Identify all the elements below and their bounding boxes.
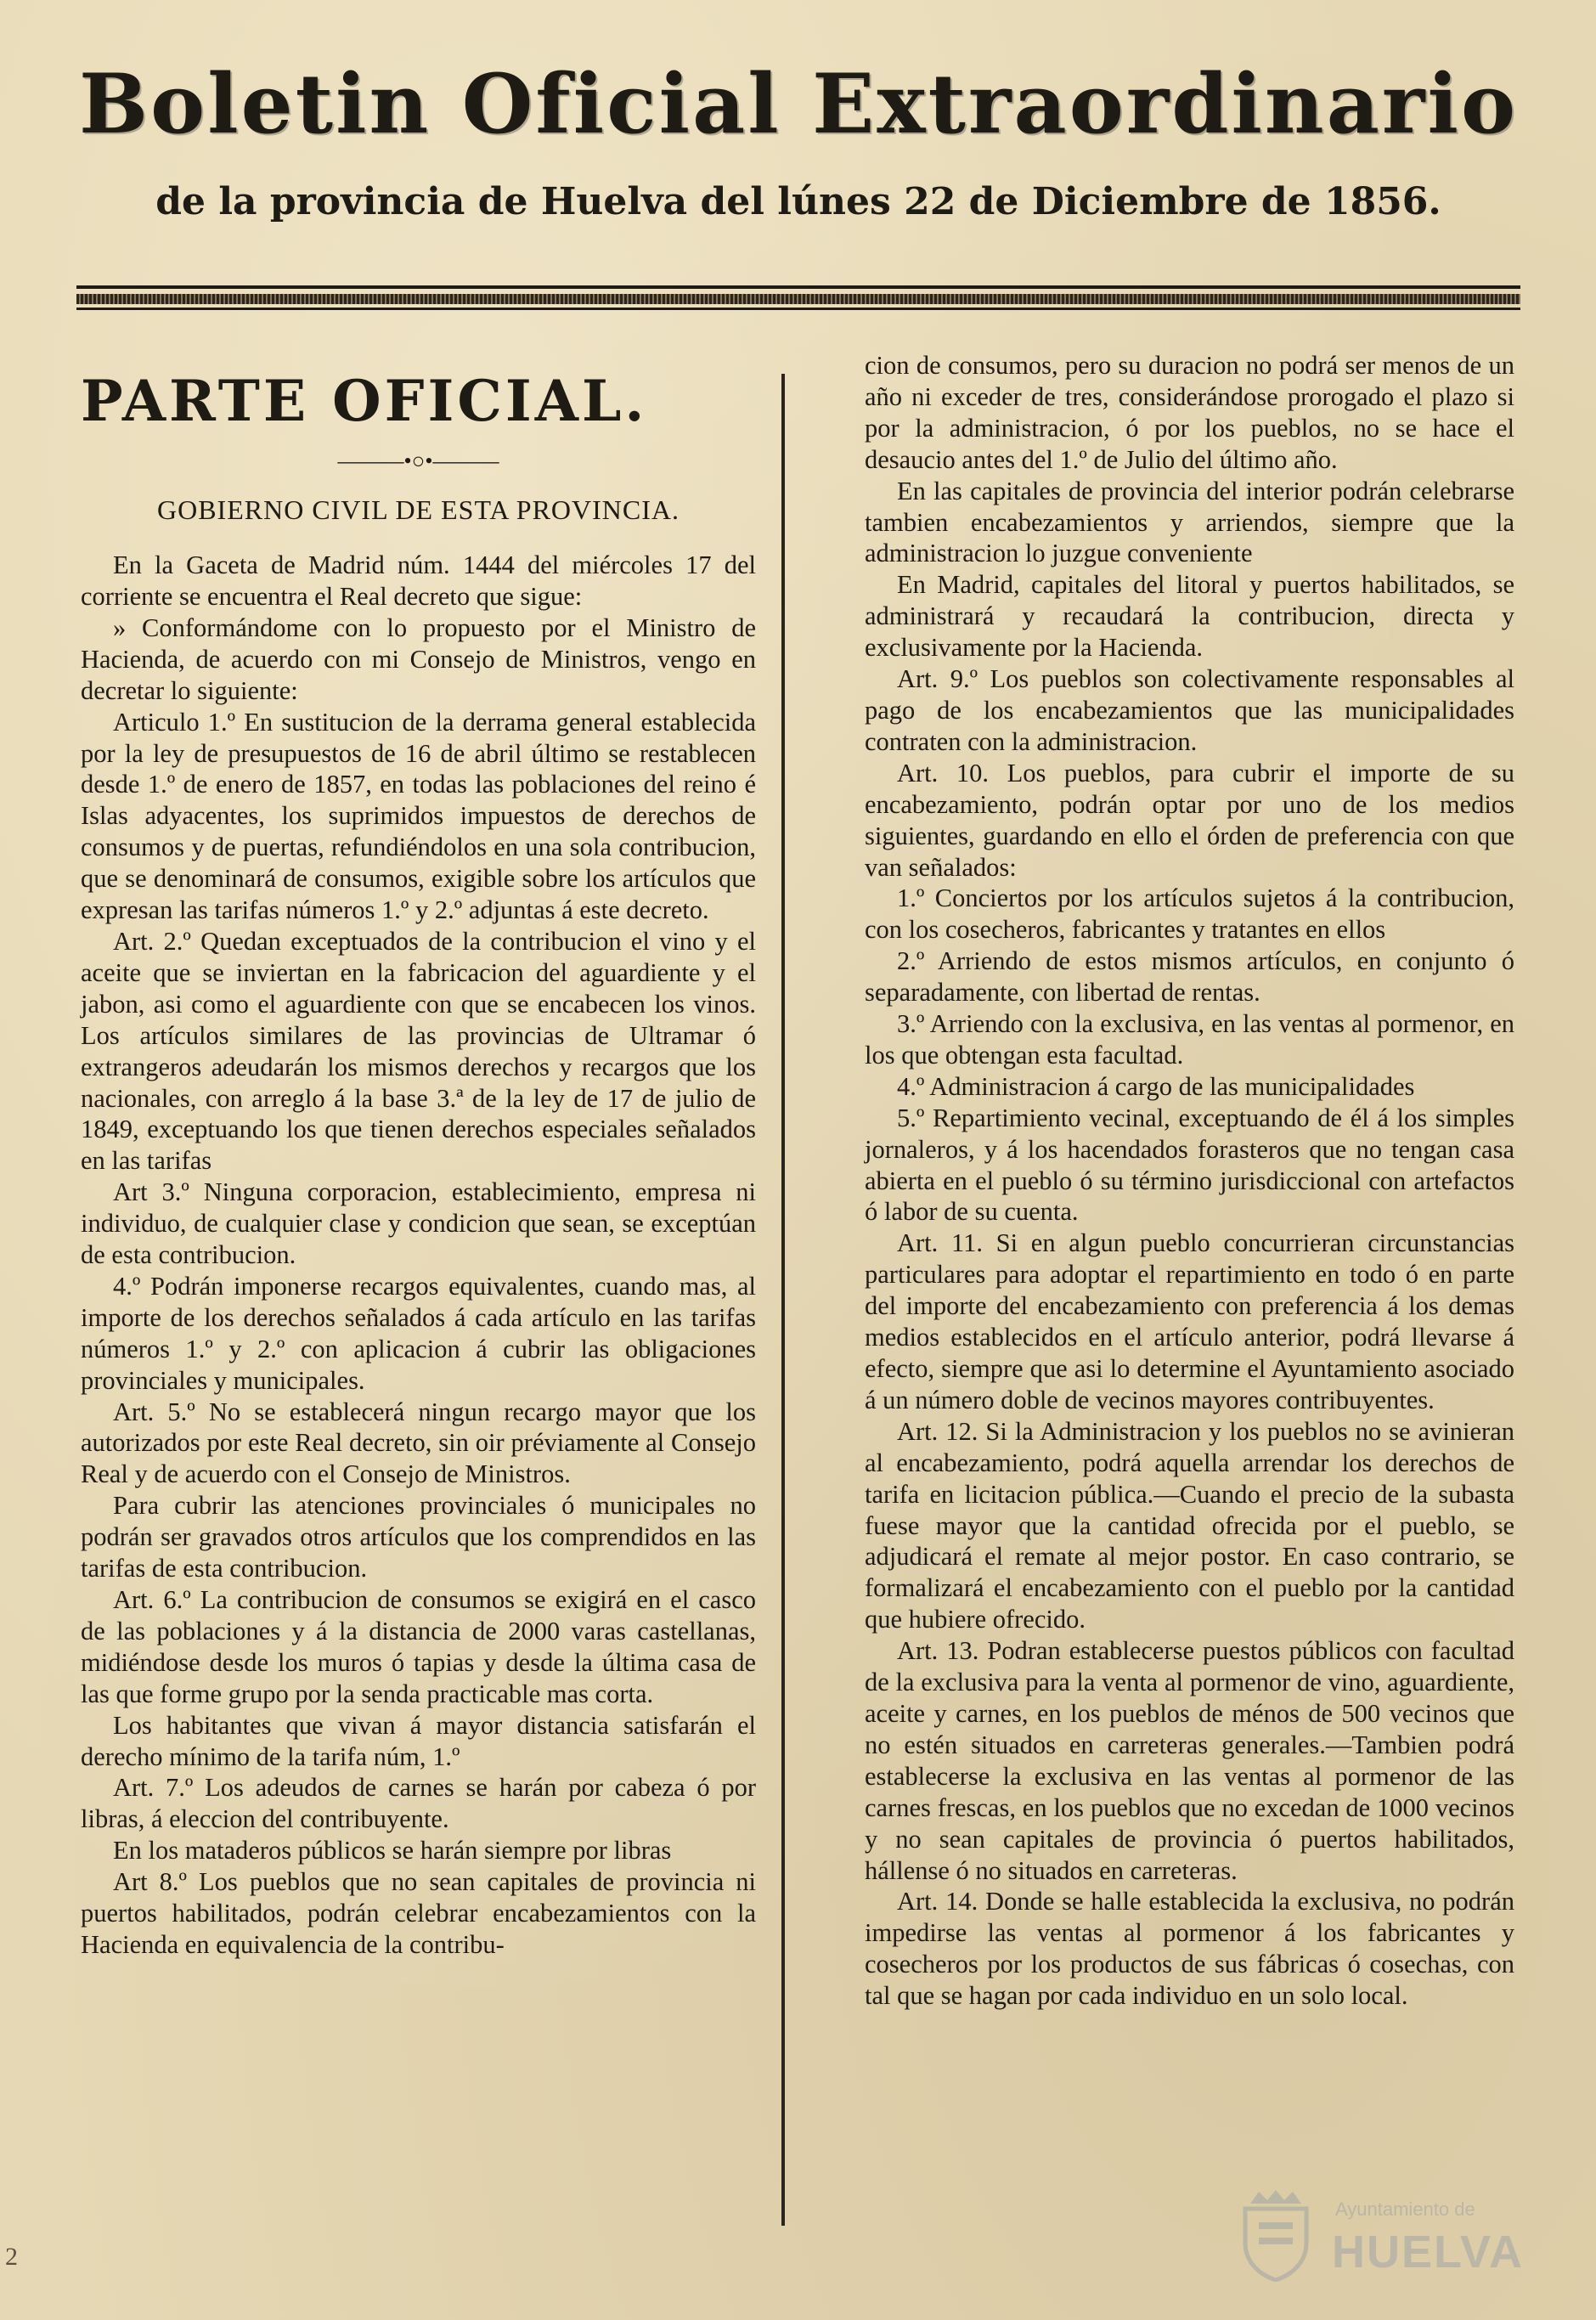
paragraph: 1.º Conciertos por los artículos sujetos á la contribucion, con los cosecheros, fabricantes y tratantes en ellos (865, 883, 1514, 945)
paragraph: Art 8.º Los pueblos que no sean capitales de provincia ni puertos habilitados, podrán celebrar encabezamientos con la Hacienda en equivalencia de la contribu- (81, 1867, 756, 1959)
header-rule-bottom (76, 308, 1520, 310)
header-rule-hatched (76, 294, 1520, 304)
page-number: 2 (5, 2243, 18, 2271)
paragraph: 4.º Podrán imponerse recargos equivalentes, cuando mas, al importe de los derechos señalados á cada artículo en las tarifas números 1.º y 2.º con aplicacion á cubrir las obligaciones provinciales y municipales. (81, 1271, 756, 1395)
paragraph: Articulo 1.º En sustitucion de la derrama general establecida por la ley de presupuestos de 16 de abril último se restablecen desde 1.º de enero de 1857, en todas las poblaciones del reino é Islas adyacentes, los suprimidos impuestos de derechos de consumos y de puertas, refundiéndolos en una sola contribucion, que se denominará de consumos, exigible sobre los artículos que expresan las tarifas números 1.º y 2.º adjuntas á este decreto. (81, 707, 756, 925)
paragraph: Para cubrir las atenciones provinciales ó municipales no podrán ser gravados otros artículos que los comprendidos en las tarifas de esta contribucion. (81, 1491, 756, 1583)
header-rule-top (76, 285, 1520, 289)
paragraph: Art. 10. Los pueblos, para cubrir el importe de su encabezamiento, podrán optar por uno de los medios siguientes, guardando en ello el órden de preferencia con que van señalados: (865, 758, 1514, 882)
paragraph: 2.º Arriendo de estos mismos artículos, en conjunto ó separadamente, con libertad de rentas. (865, 946, 1514, 1008)
watermark-text-large: HUELVA (1332, 2227, 1524, 2278)
paragraph: Art. 2.º Quedan exceptuados de la contribucion el vino y el aceite que se inviertan en la fabricacion del aguardiente y el jabon, asi como el aguardiente con que se encabecen los vinos. Los artículos similares de las provincias de Ultramar ó extrangeros adeudarán los mismos derechos y recargos que los nacionales, con arreglo á la base 3.ª de la ley de 17 de julio de 1849, exceptuando los que tienen derechos especiales señalados en las tarifas (81, 926, 756, 1176)
newspaper-subtitle: de la provincia de Huelva del lúnes 22 de Diciembre de 1856. (155, 179, 1441, 223)
office-heading: GOBIERNO CIVIL DE ESTA PROVINCIA. (156, 494, 680, 526)
paragraph: En Madrid, capitales del litoral y puertos habilitados, se administrará y recaudará la contribucion, directa y exclusivamente por la Hacienda. (865, 570, 1514, 663)
column-divider (781, 374, 785, 2226)
paragraph: En los mataderos públicos se harán siempre por libras (113, 1836, 672, 1866)
watermark (1240, 2183, 1524, 2294)
paragraph: Art. 12. Si la Administracion y los pueblos no se avinieran al encabezamiento, podrá aquella arrendar los derechos de tarifa en licitacion pública.—Cuando el precio de la subasta fuese mayor que la cantidad ofrecida por el pueblo, se adjudicará el remate al mejor postor. En caso contrario, se formalizará el encabezamiento con el pueblo por la cantidad que hubiere ofrecido. (865, 1416, 1514, 1634)
paragraph: 3.º Arriendo con la exclusiva, en las ventas al pormenor, en los que obtengan esta facultad. (865, 1009, 1514, 1070)
crown-shield-icon (1240, 2188, 1311, 2282)
paragraph: En las capitales de provincia del interior podrán celebrarse tambien encabezamientos y arriendos, siempre que la administracion lo juzgue conveniente (865, 476, 1514, 568)
newspaper-title: Boletin Oficial Extraordinario (79, 56, 1518, 152)
masthead (68, 51, 1529, 224)
paragraph: Art. 14. Donde se halle establecida la exclusiva, no podrán impedirse las ventas al pormenor á los fabricantes y cosecheros por los productos de sus fábricas ó cosechas, con tal que se hagan por cada individuo en un solo local. (865, 1887, 1514, 2011)
paragraph: Art. 11. Si en algun pueblo concurrieran circunstancias particulares para adoptar el repartimiento en todo ó en parte del importe del encabezamiento con preferencia á los demas medios establecidos en el artículo anterior, podrá llevarse á efecto, siempre que asi lo determine el Ayuntamiento asociado á un número doble de vecinos mayores contribuyentes. (865, 1228, 1514, 1414)
paragraph: Los habitantes que vivan á mayor distancia satisfarán el derecho mínimo de la tarifa núm, 1.º (81, 1710, 756, 1771)
paragraph: Art 3.º Ninguna corporacion, establecimiento, empresa ni individuo, de cualquier clase y condicion que sean, se exceptúan de esta contribucion. (81, 1177, 756, 1270)
watermark-text-small: Ayuntamiento de (1335, 2199, 1475, 2220)
paragraph: Art. 13. Podran establecerse puestos públicos con facultad de la exclusiva para la venta al pormenor de vino, aguardiente, aceite y carnes, en los pueblos de ménos de 500 vecinos que no estén situados en carreteras generales.—Tambien podrá establecerse la exclusiva en las ventas al pormenor de las carnes frescas, en los pueblos que no excedan de 1000 vecinos y no sean capitales de provincia ó puertos habilitados, hállense ó no situados en carreteras. (865, 1636, 1514, 1885)
section-heading: PARTE OFICIAL. (81, 368, 648, 434)
paragraph: cion de consumos, pero su duracion no podrá ser menos de un año ni exceder de tres, considerándose prorogado el plazo si por la administracion, ó por los pueblos, no se hace el desaucio antes del 1.º de Julio del último año. (865, 351, 1514, 474)
right-column (865, 350, 1514, 2012)
left-column (81, 353, 756, 1961)
paragraph: Art. 7.º Los adeudos de carnes se harán por cabeza ó por libras, á eleccion del contribuyente. (81, 1773, 756, 1834)
paragraph: 5.º Repartimiento vecinal, exceptuando de él á los simples jornaleros, y á los hacendados forasteros que no tengan casa abierta en el pueblo ó su término jurisdiccional con artefactos ó labor de su cuenta. (865, 1103, 1514, 1227)
paragraph: Art. 6.º La contribucion de consumos se exigirá en el casco de las poblaciones y á la distancia de 2000 varas castellanas, midiéndose desde los muros ó tapias y desde la última casa de las que forme grupo por la senda practicable mas corta. (81, 1585, 756, 1708)
ornament-divider: ———•○•——— (337, 449, 499, 474)
paragraph: » Conformándome con lo propuesto por el Ministro de Hacienda, de acuerdo con mi Consejo de Ministros, vengo en decretar lo siguiente: (81, 612, 756, 705)
paragraph: Art. 5.º No se establecerá ningun recargo mayor que los autorizados por este Real decreto, sin oir préviamente al Consejo Real y de acuerdo con el Consejo de Ministros. (81, 1397, 756, 1489)
paragraph: 4.º Administracion á cargo de las municipalidades (897, 1071, 1415, 1101)
paragraph: Art. 9.º Los pueblos son colectivamente responsables al pago de los encabezamientos que las municipalidades contraten con la administracion. (865, 664, 1514, 756)
paragraph: En la Gaceta de Madrid núm. 1444 del miércoles 17 del corriente se encuentra el Real decreto que sigue: (81, 550, 756, 611)
